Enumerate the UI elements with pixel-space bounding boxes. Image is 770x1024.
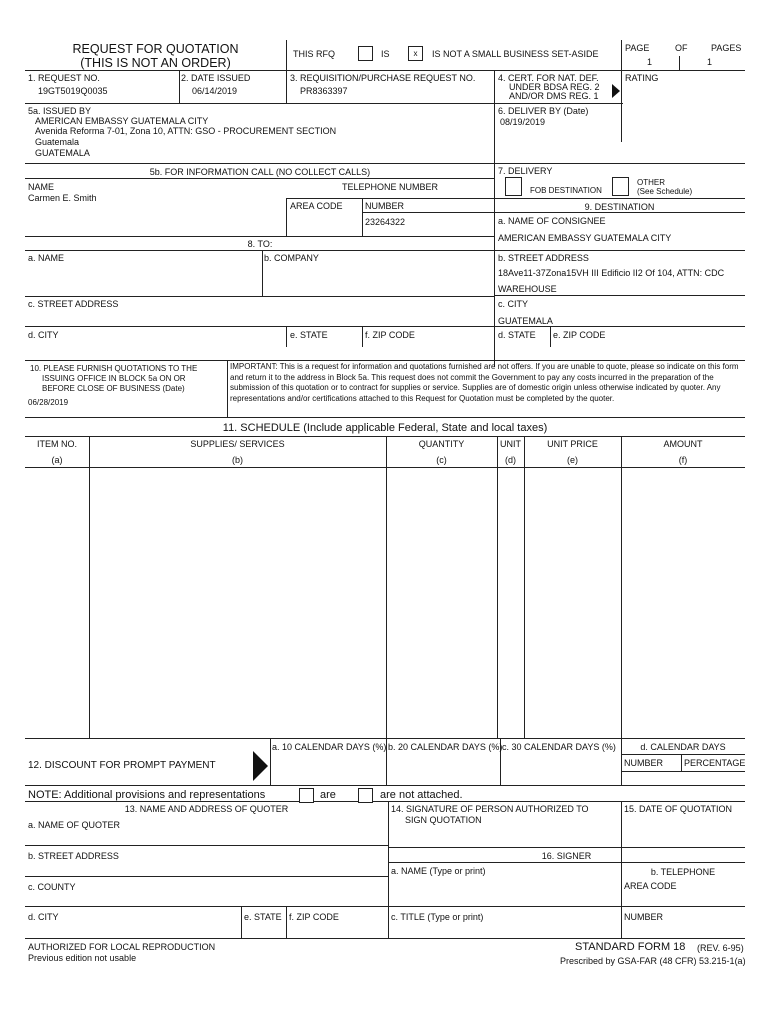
- to-city-label: d. CITY: [28, 330, 59, 340]
- this-rfq-label: THIS RFQ: [293, 49, 335, 59]
- provisions-are-checkbox[interactable]: [299, 788, 314, 803]
- discount-number-label: NUMBER: [624, 758, 664, 768]
- signer-title-label: c. TITLE (Type or print): [391, 912, 484, 922]
- signer-number-label: NUMBER: [624, 912, 664, 922]
- consignee-value[interactable]: AMERICAN EMBASSY GUATEMALA CITY: [498, 233, 672, 243]
- schedule-title: 11. SCHEDULE (Include applicable Federal, State and local taxes): [222, 422, 548, 434]
- page-number[interactable]: 1: [647, 57, 653, 67]
- issued-by-line: AMERICAN EMBASSY GUATEMALA CITY: [35, 116, 209, 126]
- date-of-quotation-label: 15. DATE OF QUOTATION: [624, 804, 733, 814]
- important-notice: IMPORTANT: This is a request for information and quotations furnished are not offers. If you are unable to quote, please so indicate on this form and return it to the address in Block 5a. This request does not commit the Government to pay any costs incurred in the preparation of the submission of this quotation or to contract for supplies or service. Supplies are of domestic origin unless otherwise indicated by quoter. Any representations and/or certifications attached to this Request for Quotation must be completed by the quoter.: [230, 362, 739, 403]
- quoter-state-label: e. STATE: [244, 912, 282, 922]
- of-label: OF: [675, 43, 688, 53]
- form-title: REQUEST FOR QUOTATION: [72, 42, 239, 56]
- furnish-line2: ISSUING OFFICE IN BLOCK 5a ON OR: [42, 374, 186, 383]
- to-label: 8. TO:: [247, 239, 273, 249]
- arrow-right-icon: [612, 84, 620, 98]
- not-set-aside-label: IS NOT A SMALL BUSINESS SET-ASIDE: [432, 49, 599, 59]
- other-delivery-checkbox[interactable]: [612, 177, 629, 196]
- col-quantity-letter: (c): [436, 455, 447, 465]
- col-supplies-letter: (b): [232, 455, 243, 465]
- to-company-label: b. COMPANY: [264, 253, 319, 263]
- col-item-no: ITEM NO.: [37, 439, 77, 449]
- to-zip-label: f. ZIP CODE: [365, 330, 415, 340]
- requisition-value[interactable]: PR8363397: [300, 86, 348, 96]
- dest-city-label: c. CITY: [498, 299, 529, 309]
- destination-label: 9. DESTINATION: [584, 202, 655, 212]
- quoter-label: 13. NAME AND ADDRESS OF QUOTER: [124, 804, 289, 814]
- quoter-county-label: c. COUNTY: [28, 882, 76, 892]
- discount-label: 12. DISCOUNT FOR PROMPT PAYMENT: [28, 760, 216, 771]
- col-unit: UNIT: [500, 439, 521, 449]
- signer-telephone-label: b. TELEPHONE: [650, 867, 716, 877]
- date-issued-value[interactable]: 06/14/2019: [192, 86, 238, 96]
- page-label: PAGE: [625, 43, 650, 53]
- col-unit-price: UNIT PRICE: [547, 439, 598, 449]
- set-aside-not-checkbox[interactable]: x: [408, 46, 423, 61]
- consignee-label: a. NAME OF CONSIGNEE: [498, 216, 606, 226]
- form-name: STANDARD FORM 18: [575, 941, 686, 953]
- quoter-zip-label: f. ZIP CODE: [289, 912, 339, 922]
- see-schedule-label: (See Schedule): [637, 187, 693, 196]
- fob-destination-label: FOB DESTINATION: [530, 186, 602, 195]
- rating-label: RATING: [625, 73, 659, 83]
- quoter-name-label: a. NAME OF QUOTER: [28, 820, 121, 830]
- issued-by-line: GUATEMALA: [35, 148, 90, 158]
- previous-edition-note: Previous edition not usable: [28, 953, 137, 963]
- not-attached-label: are not attached.: [380, 789, 463, 801]
- info-call-label: 5b. FOR INFORMATION CALL (NO COLLECT CALLS): [149, 167, 371, 177]
- issued-by-line: Avenida Reforma 7-01, Zona 10, ATTN: GSO - PROCUREMENT SECTION: [35, 126, 337, 136]
- quote-due-date[interactable]: 06/28/2019: [28, 398, 69, 407]
- col-amount: AMOUNT: [663, 439, 703, 449]
- number-label: NUMBER: [365, 201, 405, 211]
- dest-street-line1[interactable]: 18Ave11-37Zona15VH III Edificio II2 Of 104, ATTN: CDC: [498, 268, 725, 278]
- are-label: are: [320, 789, 336, 801]
- arrow-right-icon: [253, 751, 268, 781]
- col-unit-letter: (d): [505, 455, 516, 465]
- prescribed-by: Prescribed by GSA-FAR (48 CFR) 53.215-1(a): [560, 956, 746, 966]
- dest-city-value[interactable]: GUATEMALA: [498, 316, 553, 326]
- discount-days-label: d. CALENDAR DAYS: [640, 742, 726, 752]
- signer-label: 16. SIGNER: [541, 851, 592, 861]
- provisions-not-attached-checkbox[interactable]: [358, 788, 373, 803]
- discount-percentage-label: PERCENTAGE: [684, 758, 746, 768]
- fob-destination-checkbox[interactable]: [505, 177, 522, 196]
- reproduction-note: AUTHORIZED FOR LOCAL REPRODUCTION: [28, 942, 216, 952]
- dest-street-line2[interactable]: WAREHOUSE: [498, 284, 557, 294]
- signer-area-code-label: AREA CODE: [624, 881, 677, 891]
- furnish-line3: BEFORE CLOSE OF BUSINESS (Date): [42, 384, 185, 393]
- contact-name-value[interactable]: Carmen E. Smith: [28, 193, 97, 203]
- discount-10-label: a. 10 CALENDAR DAYS (%): [272, 742, 387, 752]
- issued-by-label: 5a. ISSUED BY: [28, 106, 92, 116]
- pages-total[interactable]: 1: [707, 57, 713, 67]
- discount-20-label: b. 20 CALENDAR DAYS (%): [388, 742, 503, 752]
- form-revision: (REV. 6-95): [697, 943, 744, 953]
- deliver-by-value[interactable]: 08/19/2019: [500, 117, 546, 127]
- quoter-street-label: b. STREET ADDRESS: [28, 851, 119, 861]
- to-name-label: a. NAME: [28, 253, 65, 263]
- signature-label-2: SIGN QUOTATION: [405, 815, 482, 825]
- requisition-label: 3. REQUISITION/PURCHASE REQUEST NO.: [290, 73, 476, 83]
- cert-line1: 4. CERT. FOR NAT. DEF.: [498, 73, 599, 83]
- to-street-label: c. STREET ADDRESS: [28, 299, 119, 309]
- col-quantity: QUANTITY: [418, 439, 465, 449]
- other-label: OTHER: [637, 178, 665, 187]
- dest-zip-label: e. ZIP CODE: [553, 330, 606, 340]
- deliver-by-label: 6. DELIVER BY (Date): [498, 106, 589, 116]
- date-issued-label: 2. DATE ISSUED: [181, 73, 251, 83]
- request-no-label: 1. REQUEST NO.: [28, 73, 100, 83]
- request-no-value[interactable]: 19GT5019Q0035: [38, 86, 108, 96]
- col-supplies: SUPPLIES/ SERVICES: [190, 439, 285, 449]
- pages-label: PAGES: [711, 43, 742, 53]
- note-text: NOTE: Additional provisions and representations: [28, 789, 266, 801]
- delivery-label: 7. DELIVERY: [498, 166, 553, 176]
- signature-label-1: 14. SIGNATURE OF PERSON AUTHORIZED TO: [391, 804, 589, 814]
- form-subtitle: (THIS IS NOT AN ORDER): [80, 56, 231, 70]
- signer-name-label: a. NAME (Type or print): [391, 866, 486, 876]
- cert-line3: AND/OR DMS REG. 1: [509, 91, 599, 101]
- furnish-line1: 10. PLEASE FURNISH QUOTATIONS TO THE: [30, 364, 198, 373]
- issued-by-line: Guatemala: [35, 137, 80, 147]
- telephone-label: TELEPHONE NUMBER: [341, 182, 439, 192]
- is-label: IS: [381, 49, 390, 59]
- cert-line2: UNDER BDSA REG. 2: [509, 82, 600, 92]
- col-item-letter: (a): [51, 455, 63, 465]
- col-amount-letter: (f): [678, 455, 688, 465]
- phone-number-value[interactable]: 23264322: [365, 217, 406, 227]
- to-state-label: e. STATE: [290, 330, 328, 340]
- contact-name-label: NAME: [28, 182, 55, 192]
- quoter-city-label: d. CITY: [28, 912, 59, 922]
- dest-street-label: b. STREET ADDRESS: [498, 253, 589, 263]
- area-code-label: AREA CODE: [290, 201, 343, 211]
- dest-state-label: d. STATE: [498, 330, 536, 340]
- col-unit-price-letter: (e): [567, 455, 578, 465]
- discount-30-label: c. 30 CALENDAR DAYS (%): [502, 742, 616, 752]
- set-aside-is-checkbox[interactable]: [358, 46, 373, 61]
